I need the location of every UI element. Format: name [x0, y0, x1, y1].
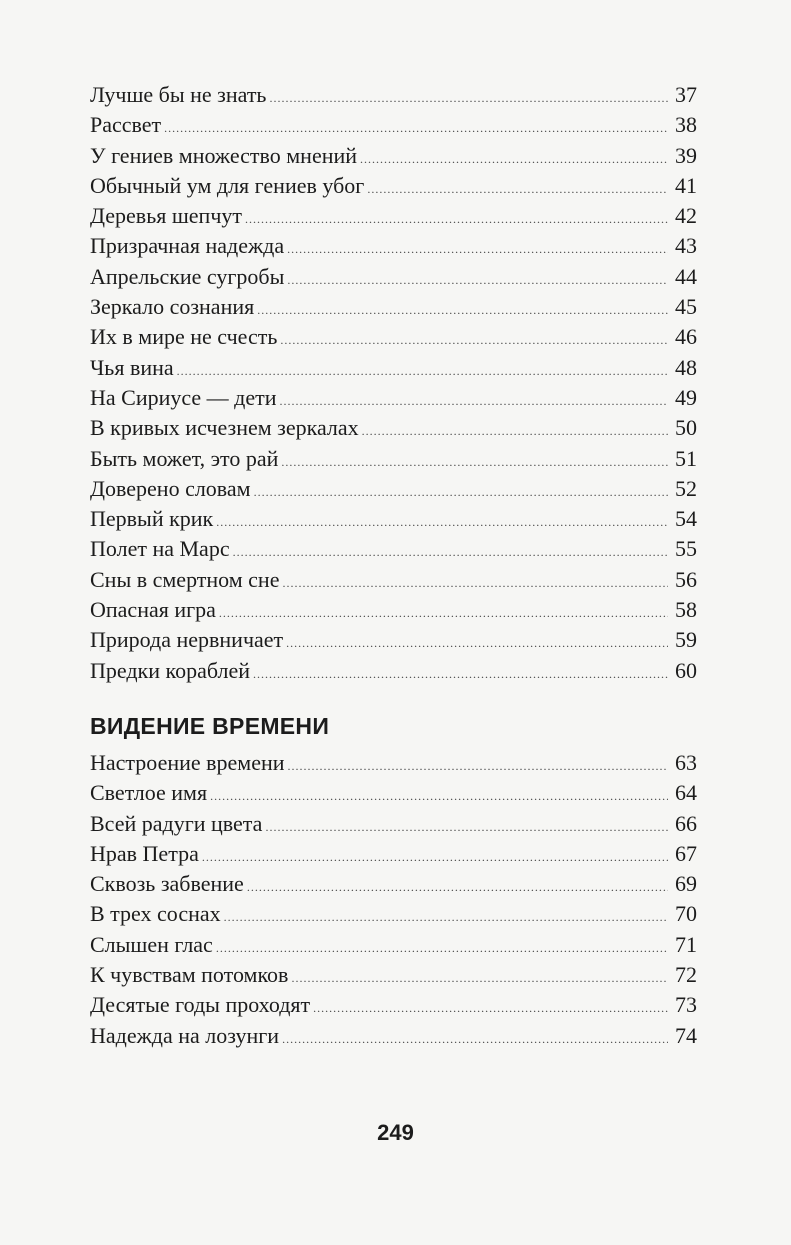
- toc-entry-page: 43: [675, 233, 697, 259]
- dot-leader: [313, 993, 668, 1023]
- toc-entry: [90, 231, 697, 261]
- dot-leader: [282, 1024, 668, 1054]
- dot-leader: [253, 659, 668, 689]
- toc-entry-title: Призрачная надежда: [90, 233, 285, 259]
- dot-leader: [367, 174, 668, 204]
- toc-entry-title: В кривых исчезнем зеркалах: [90, 415, 359, 441]
- dot-leader: [360, 144, 668, 174]
- dot-leader: [216, 933, 668, 963]
- dot-leader: [291, 963, 668, 993]
- toc-entry-title: Всей радуги цвета: [90, 810, 263, 836]
- toc-entry-title: Сквозь забвение: [90, 871, 244, 897]
- toc-entry-title: Рассвет: [90, 112, 162, 138]
- toc-entry: [90, 595, 697, 625]
- toc-entry: [90, 353, 697, 383]
- toc-entry-title: Деревья шепчут: [90, 203, 243, 229]
- toc-entry-page: 56: [675, 566, 697, 592]
- toc-entry-title: Апрельские сугробы: [90, 263, 285, 289]
- dot-leader: [219, 598, 668, 628]
- toc-entry: [90, 960, 697, 990]
- toc-entry: [90, 201, 697, 231]
- dot-leader: [362, 416, 668, 446]
- toc-entry-title: Лучше бы не знать: [90, 82, 267, 107]
- dot-leader: [281, 447, 668, 477]
- toc-entry-page: 69: [675, 871, 697, 897]
- toc-entry-title: К чувствам потомков: [90, 962, 289, 988]
- toc-entry-page: 52: [675, 475, 697, 501]
- toc-entry-page: 63: [675, 749, 697, 775]
- dot-leader: [288, 751, 668, 781]
- toc-entry: [90, 110, 697, 140]
- toc-entry-title: Настроение времени: [90, 749, 285, 775]
- toc-entry: [90, 565, 697, 595]
- toc-entry-page: 49: [675, 384, 697, 410]
- toc-entry-page: 54: [675, 506, 697, 532]
- toc-entry-page: 55: [675, 536, 697, 562]
- toc-entry-page: 37: [675, 82, 697, 107]
- toc-entry: [90, 383, 697, 413]
- dot-leader: [247, 872, 668, 902]
- toc-entry: [90, 262, 697, 292]
- toc-entry: [90, 504, 697, 534]
- toc-entry: [90, 474, 697, 504]
- page-number: 249: [377, 1120, 414, 1145]
- toc-entry: [90, 839, 697, 869]
- toc-entry-page: 46: [675, 324, 697, 350]
- section-title: ВИДЕНИЕ ВРЕМЕНИ: [90, 712, 330, 739]
- toc-entry: [90, 322, 697, 352]
- toc-entry: [90, 413, 697, 443]
- dot-leader: [233, 537, 668, 567]
- toc-entry-title: Природа нервничает: [90, 627, 284, 653]
- toc-entry-page: 72: [675, 962, 697, 988]
- dot-leader: [210, 781, 668, 811]
- dot-leader: [280, 386, 668, 416]
- toc-entry-page: 48: [675, 354, 697, 380]
- toc-entry-title: Опасная игра: [90, 597, 216, 623]
- toc-entry-page: 39: [675, 142, 697, 168]
- dot-leader: [202, 842, 668, 872]
- toc-entry-title: Быть может, это рай: [90, 445, 279, 471]
- dot-leader: [224, 902, 668, 932]
- toc-entry-page: 60: [675, 657, 697, 683]
- toc-entry-page: 71: [675, 931, 697, 957]
- toc-entry-page: 59: [675, 627, 697, 653]
- toc-entry: [90, 748, 697, 778]
- toc-entry-title: Их в мире не счесть: [90, 324, 278, 350]
- toc-entry-title: Сны в смертном сне: [90, 566, 280, 592]
- dot-leader: [286, 628, 668, 658]
- toc-entry-page: 70: [675, 901, 697, 927]
- toc-entry-title: Чья вина: [90, 354, 174, 380]
- toc-entry-page: 51: [675, 445, 697, 471]
- toc-entry-page: 42: [675, 203, 697, 229]
- dot-leader: [265, 812, 668, 842]
- toc-entry-page: 67: [675, 840, 697, 866]
- toc-entry-page: 50: [675, 415, 697, 441]
- toc-entry: [90, 809, 697, 839]
- dot-leader: [287, 265, 668, 295]
- toc-entry-title: Первый крик: [90, 506, 214, 532]
- toc-entry: [90, 1021, 697, 1051]
- dot-leader: [280, 325, 668, 355]
- toc-entry-title: Светлое имя: [90, 780, 208, 806]
- toc-entry-page: 66: [675, 810, 697, 836]
- toc-entry: [90, 625, 697, 655]
- toc-entry-page: 73: [675, 992, 697, 1018]
- dot-leader: [164, 113, 668, 143]
- toc-entry-title: Надежда на лозунги: [90, 1022, 280, 1048]
- toc-entry-page: 58: [675, 597, 697, 623]
- toc-entry-page: 44: [675, 263, 697, 289]
- toc-entry: [90, 534, 697, 564]
- toc-entry-title: Полет на Марс: [90, 536, 230, 562]
- toc-part-1: [90, 80, 697, 686]
- table-of-contents: [90, 80, 697, 1051]
- dot-leader: [269, 83, 668, 113]
- dot-leader: [282, 568, 668, 598]
- toc-entry-title: Десятые годы проходят: [90, 992, 311, 1018]
- toc-entry: [90, 171, 697, 201]
- dot-leader: [177, 356, 668, 386]
- toc-entry: [90, 656, 697, 686]
- toc-entry: [90, 444, 697, 474]
- dot-leader: [257, 295, 668, 325]
- toc-entry-title: Обычный ум для гениев убог: [90, 172, 365, 198]
- toc-entry: [90, 778, 697, 808]
- dot-leader: [216, 507, 668, 537]
- toc-entry-title: Доверено словам: [90, 475, 251, 501]
- toc-entry-title: Слышен глас: [90, 931, 213, 957]
- toc-entry: [90, 899, 697, 929]
- toc-entry: [90, 292, 697, 322]
- toc-entry-title: На Сириусе — дети: [90, 384, 277, 410]
- dot-leader: [287, 234, 668, 264]
- toc-entry: [90, 141, 697, 171]
- toc-entry-title: Зеркало сознания: [90, 294, 255, 320]
- toc-entry-page: 45: [675, 294, 697, 320]
- toc-part-2: [90, 748, 697, 1051]
- toc-entry-page: 41: [675, 172, 697, 198]
- toc-entry-title: Нрав Петра: [90, 840, 199, 866]
- toc-entry-title: Предки кораблей: [90, 657, 251, 683]
- toc-entry-page: 38: [675, 112, 697, 138]
- toc-entry-page: 64: [675, 780, 697, 806]
- toc-entry-title: В трех соснах: [90, 901, 221, 927]
- toc-entry: [90, 930, 697, 960]
- toc-entry: [90, 990, 697, 1020]
- toc-entry: [90, 80, 697, 110]
- toc-entry: [90, 869, 697, 899]
- dot-leader: [245, 204, 668, 234]
- toc-entry-page: 74: [675, 1022, 697, 1048]
- dot-leader: [254, 477, 668, 507]
- toc-entry-title: У гениев множество мнений: [90, 142, 358, 168]
